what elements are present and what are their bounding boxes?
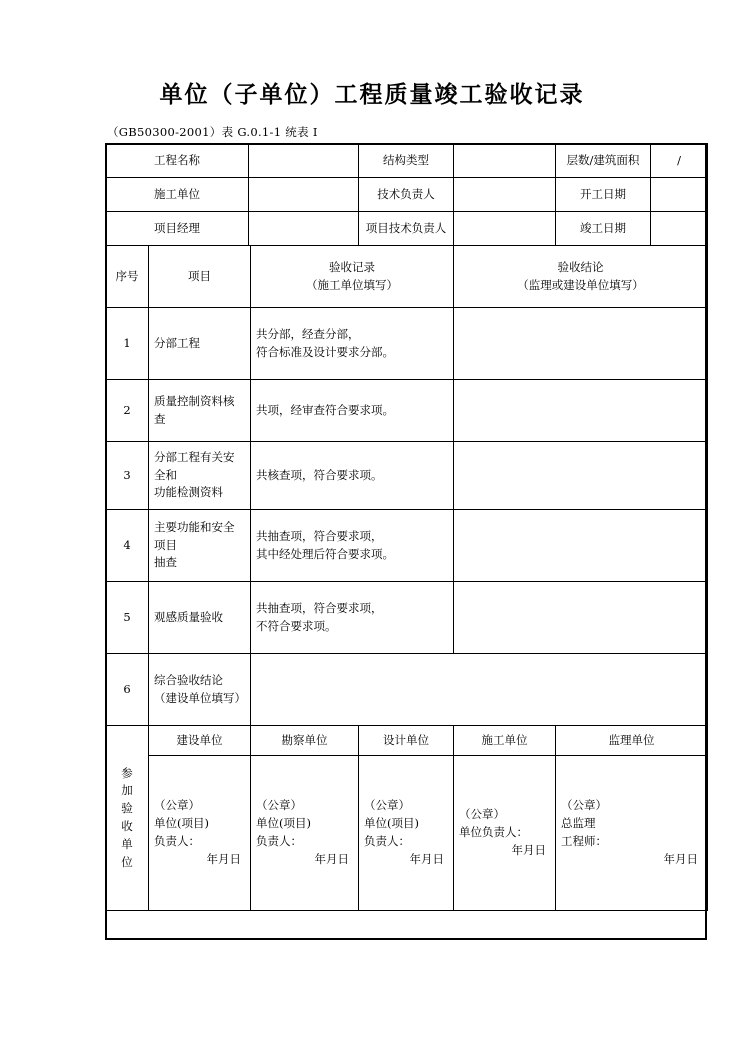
header-row-manager [106, 212, 708, 246]
col-header-conclusion-line2: （监理或建设单位填写） [517, 277, 644, 292]
vlabel-char-2: 加 [121, 783, 133, 798]
row-item-4-line2: 抽查 [154, 555, 177, 570]
row-item-6 [149, 654, 251, 726]
row-conclusion-2[interactable] [454, 380, 708, 442]
survey-date-label: 年月日 [314, 851, 349, 866]
construction-person-label: 单位负责人： [459, 825, 528, 840]
row-item-6-line1: 综合验收结论 [154, 672, 223, 687]
vlabel-char-1: 参 [121, 765, 133, 780]
label-start-date: 开工日期 [556, 178, 651, 212]
main-header-row [106, 246, 708, 308]
participant-header-design: 设计单位 [359, 726, 454, 756]
participant-sign-supervision[interactable] [556, 756, 708, 911]
label-completion-date: 竣工日期 [556, 212, 651, 246]
vlabel-char-5: 单 [121, 836, 133, 851]
label-project-technical-lead: 项目技术负责人 [359, 212, 454, 246]
row-record-1[interactable] [251, 308, 454, 380]
value-project-name[interactable] [249, 144, 359, 178]
owner-person-label: 负责人： [154, 834, 200, 848]
construction-date-label: 年月日 [511, 842, 546, 857]
row-conclusion-4[interactable] [454, 510, 708, 582]
survey-seal-label: （公章） [256, 798, 302, 813]
supervision-chief-label: 总监理 [561, 816, 596, 831]
row-record-2[interactable] [251, 380, 454, 442]
row-item-4 [149, 510, 251, 582]
row-record-4-line1: 共抽查项，符合要求项， [256, 528, 383, 543]
row-item-3-line2: 功能检测资料 [154, 485, 223, 500]
value-floors-area[interactable]: / [651, 144, 708, 178]
row-seq-4: 4 [106, 510, 149, 582]
row-seq-1: 1 [106, 308, 149, 380]
row-item-6-line2: （建设单位填写） [154, 690, 246, 705]
table-row [106, 380, 708, 442]
design-person-label: 负责人： [364, 834, 410, 848]
table-row [106, 582, 708, 654]
participants-signature-row [106, 756, 708, 911]
participant-sign-owner[interactable] [149, 756, 251, 911]
col-header-record-line2: （施工单位填写） [306, 277, 398, 292]
row-record-4-line2: 其中经处理后符合要求项。 [256, 546, 394, 561]
participant-header-owner: 建设单位 [149, 726, 251, 756]
row-item-5-line1: 观感质量验收 [154, 609, 223, 624]
design-seal-label: （公章） [364, 798, 410, 813]
participant-sign-design[interactable] [359, 756, 454, 911]
row-seq-2: 2 [106, 380, 149, 442]
construction-seal-label: （公章） [459, 807, 505, 822]
value-project-manager[interactable] [249, 212, 359, 246]
row-item-2 [149, 380, 251, 442]
table-row [106, 308, 708, 380]
col-header-record-line1: 验收记录 [329, 259, 375, 274]
row-record-3-line1: 共核查项，符合要求项。 [256, 467, 383, 482]
row-record-5-line1: 共抽查项，符合要求项， [256, 600, 383, 615]
row-record-3[interactable] [251, 442, 454, 510]
participant-sign-survey[interactable] [251, 756, 359, 911]
row-item-2-line1: 质量控制资料核查 [154, 393, 235, 426]
supervision-seal-label: （公章） [561, 798, 607, 813]
row-conclusion-1[interactable] [454, 308, 708, 380]
value-start-date[interactable] [651, 178, 708, 212]
owner-date-label: 年月日 [206, 851, 241, 866]
header-row-project [106, 144, 708, 178]
vlabel-char-6: 位 [121, 854, 133, 869]
label-construction-unit: 施工单位 [106, 178, 249, 212]
row-seq-6: 6 [106, 654, 149, 726]
participant-sign-construction[interactable] [454, 756, 556, 911]
table-row-summary [106, 654, 708, 726]
value-technical-lead[interactable] [454, 178, 556, 212]
row-item-1-line1: 分部工程 [154, 335, 200, 350]
row-item-1 [149, 308, 251, 380]
col-header-record [251, 246, 454, 308]
label-project-name: 工程名称 [106, 144, 249, 178]
row-record-5[interactable] [251, 582, 454, 654]
table-row [106, 510, 708, 582]
survey-unit-label: 单位(项目) [256, 816, 311, 831]
row-item-3 [149, 442, 251, 510]
owner-unit-label: 单位(项目) [154, 816, 209, 831]
vlabel-char-4: 收 [121, 819, 133, 833]
row-item-4-line1: 主要功能和安全项目 [154, 519, 235, 552]
survey-person-label: 负责人： [256, 834, 302, 848]
participant-header-survey: 勘察单位 [251, 726, 359, 756]
row-record-4[interactable] [251, 510, 454, 582]
row-record-1-line2: 符合标准及设计要求分部。 [256, 344, 394, 359]
table-row [106, 442, 708, 510]
row-conclusion-3[interactable] [454, 442, 708, 510]
col-header-conclusion-line1: 验收结论 [557, 259, 604, 274]
row-item-3-line1: 分部工程有关安全和 [154, 449, 235, 482]
document-standard-code: （GB50300-2001）表 G.0.1-1 统表 I [107, 125, 318, 139]
participant-header-construction: 施工单位 [454, 726, 556, 756]
page-title: 单位（子单位）工程质量竣工验收记录 [159, 81, 585, 108]
row-record-1-line1: 共分部，经查分部， [256, 326, 360, 341]
row-item-5 [149, 582, 251, 654]
participants-header-row [106, 726, 708, 756]
supervision-date-label: 年月日 [663, 851, 698, 866]
supervision-engineer-label: 工程师： [561, 834, 607, 848]
vlabel-char-3: 验 [121, 801, 133, 816]
row-record-5-line2: 不符合要求项。 [256, 618, 337, 633]
row-seq-3: 3 [106, 442, 149, 510]
owner-seal-label: （公章） [154, 798, 200, 813]
acceptance-record-table [105, 143, 708, 911]
label-structure-type: 结构类型 [359, 144, 454, 178]
value-completion-date[interactable] [651, 212, 708, 246]
header-row-contractor [106, 178, 708, 212]
row-record-2-line1: 共项，经审查符合要求项。 [256, 402, 394, 417]
value-project-technical-lead[interactable] [454, 212, 556, 246]
label-technical-lead: 技术负责人 [359, 178, 454, 212]
participant-header-supervision: 监理单位 [556, 726, 708, 756]
design-date-label: 年月日 [409, 851, 444, 866]
label-project-manager: 项目经理 [106, 212, 249, 246]
col-header-conclusion [454, 246, 708, 308]
row-seq-5: 5 [106, 582, 149, 654]
label-floors-area: 层数/建筑面积 [556, 144, 651, 178]
col-header-seq: 序号 [106, 246, 149, 308]
value-construction-unit[interactable] [249, 178, 359, 212]
row-summary-value[interactable] [251, 654, 708, 726]
design-unit-label: 单位(项目) [364, 816, 419, 831]
col-header-item: 项目 [149, 246, 251, 308]
participants-vertical-label [106, 726, 149, 911]
value-structure-type[interactable] [454, 144, 556, 178]
row-conclusion-5[interactable] [454, 582, 708, 654]
